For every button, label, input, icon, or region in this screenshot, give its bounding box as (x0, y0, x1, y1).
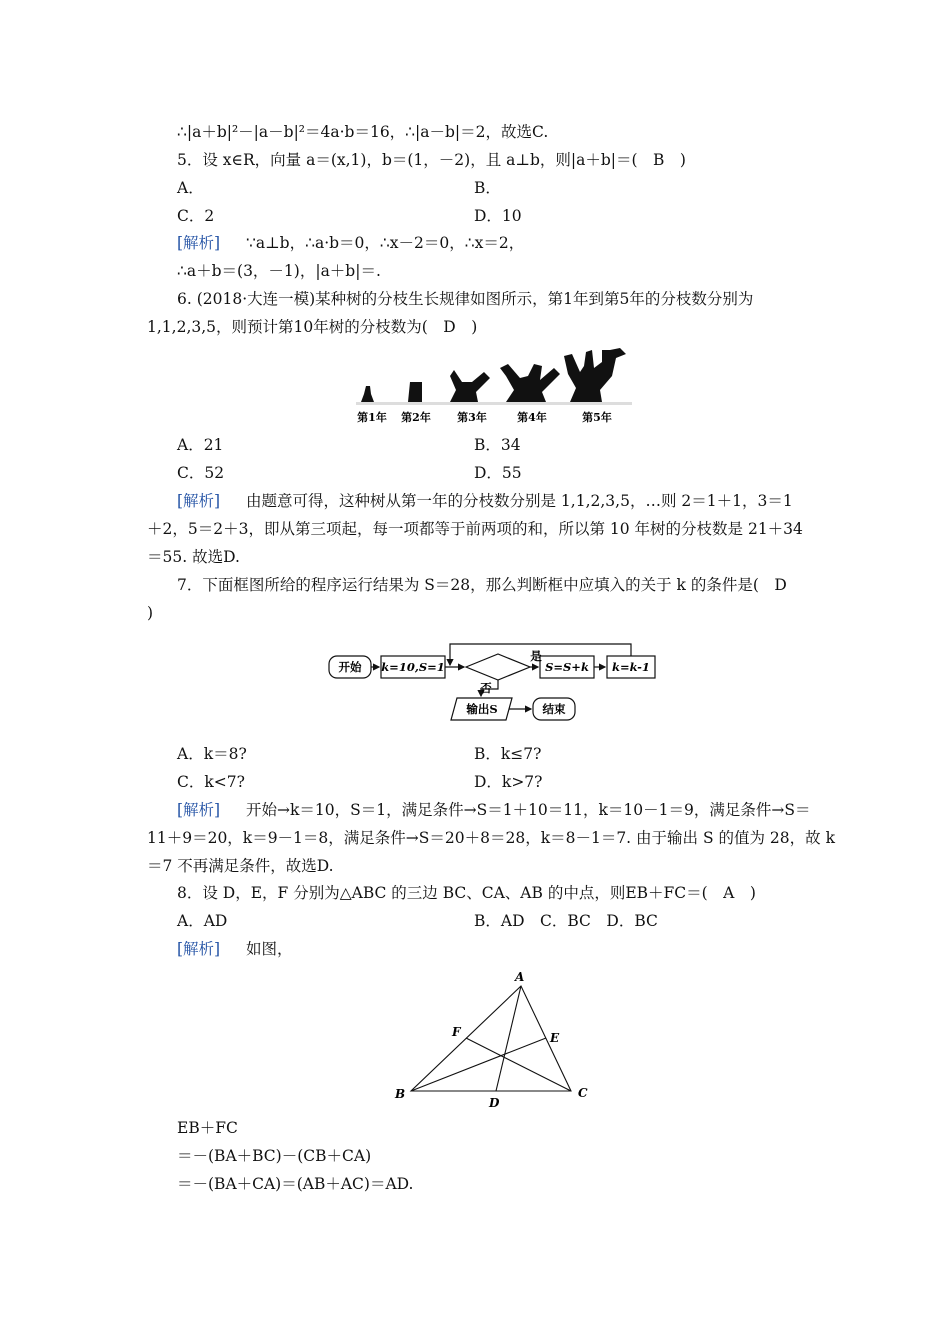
q6-option-b: B．34 (474, 436, 521, 454)
question-7-line1: 7．下面框图所给的程序运行结果为 S＝28，那么判断框中应填入的关于 k 的条件是( D (177, 576, 787, 594)
midpoint-f-label: F (452, 1025, 461, 1039)
flow-no-label: 否 (480, 681, 492, 695)
flow-dec-label: k=k-1 (612, 660, 650, 674)
q7-option-a: A．k＝8? (177, 745, 247, 763)
formula-line-1: EB＋FC (177, 1119, 238, 1137)
flow-yes-label: 是 (530, 649, 542, 663)
tree-label-2: 第2年 (401, 411, 431, 424)
q7-analysis-2: 11＋9＝20，k＝9－1＝8，满足条件→S＝20＋8＝28，k＝8－1＝7. 由于输出 S 的值为 28，故 k (147, 829, 835, 847)
tree-label-4: 第4年 (517, 411, 547, 424)
q8-analysis-1: 如图， (246, 940, 293, 958)
q7-option-d: D．k>7? (474, 773, 543, 791)
question-6-line2: 1,1,2,3,5，则预计第10年树的分枝数为( D ) (147, 318, 478, 336)
formula-line-2: ＝－(BA＋BC)－(CB＋CA) (177, 1147, 372, 1165)
q8-options-bcd: B．AD C．BC D．BC (474, 912, 658, 930)
question-7-line2: ) (147, 604, 154, 622)
q5-analysis-1: ∵a⊥b，∴a·b＝0，∴x－2＝0，∴x＝2， (246, 234, 525, 252)
q7-analysis-1: 开始→k＝10，S＝1，满足条件→S＝1＋10＝11，k＝10－1＝9，满足条件→S＝ (246, 801, 811, 819)
triangle-figure (388, 964, 598, 1108)
q5-option-a: A． (177, 179, 204, 197)
q6-analysis-1: 由题意可得，这种树从第一年的分枝数分别是 1,1,2,3,5，…则 2＝1＋1，3＝1 (246, 492, 793, 510)
question-8: 8．设 D，E，F 分别为△ABC 的三边 BC、CA、AB 的中点，则EB＋FC＝( A ) (177, 884, 756, 902)
flow-output-label: 输出S (466, 702, 498, 716)
q6-option-c: C．52 (177, 464, 225, 482)
q5-option-b: B． (474, 179, 501, 197)
q5-analysis-2: ∴a＋b＝(3，－1)，|a＋b|＝. (177, 262, 381, 280)
tree-label-5: 第5年 (582, 411, 612, 424)
flow-end-label: 结束 (542, 702, 566, 716)
tree-label-3: 第3年 (457, 411, 487, 424)
q5-analysis-tag: [解析] (177, 234, 221, 252)
flow-start-label: 开始 (338, 660, 362, 674)
q6-analysis-3: ＝55. 故选D. (147, 548, 240, 566)
q7-option-b: B．k≤7? (474, 745, 542, 763)
flow-decision-diamond (466, 654, 530, 680)
q7-analysis-tag: [解析] (177, 801, 221, 819)
question-6-line1: 6. (2018·大连一模)某种树的分枝生长规律如图所示，第1年到第5年的分枝数分别为 (177, 290, 754, 308)
q5-option-c: C．2 (177, 207, 215, 225)
q6-analysis-tag: [解析] (177, 492, 221, 510)
midpoint-e-label: E (550, 1031, 560, 1045)
flow-update-label: S=S+k (545, 660, 589, 674)
flow-init-label: k=10,S=1 (381, 660, 445, 674)
q6-option-d: D．55 (474, 464, 522, 482)
tree-label-1: 第1年 (357, 411, 387, 424)
vertex-b-label: B (395, 1087, 406, 1101)
vertex-a-label: A (515, 970, 525, 984)
line-1: ∴|a＋b|²－|a－b|²＝4a·b＝16，∴|a－b|＝2，故选C. (177, 123, 549, 141)
q7-analysis-3: ＝7 不再满足条件，故选D. (147, 857, 334, 875)
q6-option-a: A．21 (177, 436, 224, 454)
formula-line-3: ＝－(BA＋CA)＝(AB＋AC)＝AD. (177, 1175, 414, 1193)
question-5: 5．设 x∈R，向量 a＝(x,1)，b＝(1，－2)，且 a⊥b，则|a＋b|＝( B ) (177, 151, 686, 169)
q5-option-d: D．10 (474, 207, 522, 225)
midpoint-d-label: D (489, 1096, 500, 1108)
vertex-c-label: C (578, 1086, 588, 1100)
q7-option-c: C．k<7? (177, 773, 245, 791)
flowchart-figure (326, 640, 666, 730)
tree-growth-figure (350, 346, 640, 428)
q6-analysis-2: ＋2，5＝2＋3，即从第三项起，每一项都等于前两项的和，所以第 10 年树的分枝数是 21＋34 (147, 520, 803, 538)
q8-option-a: A．AD (177, 912, 228, 930)
q8-analysis-tag: [解析] (177, 940, 221, 958)
